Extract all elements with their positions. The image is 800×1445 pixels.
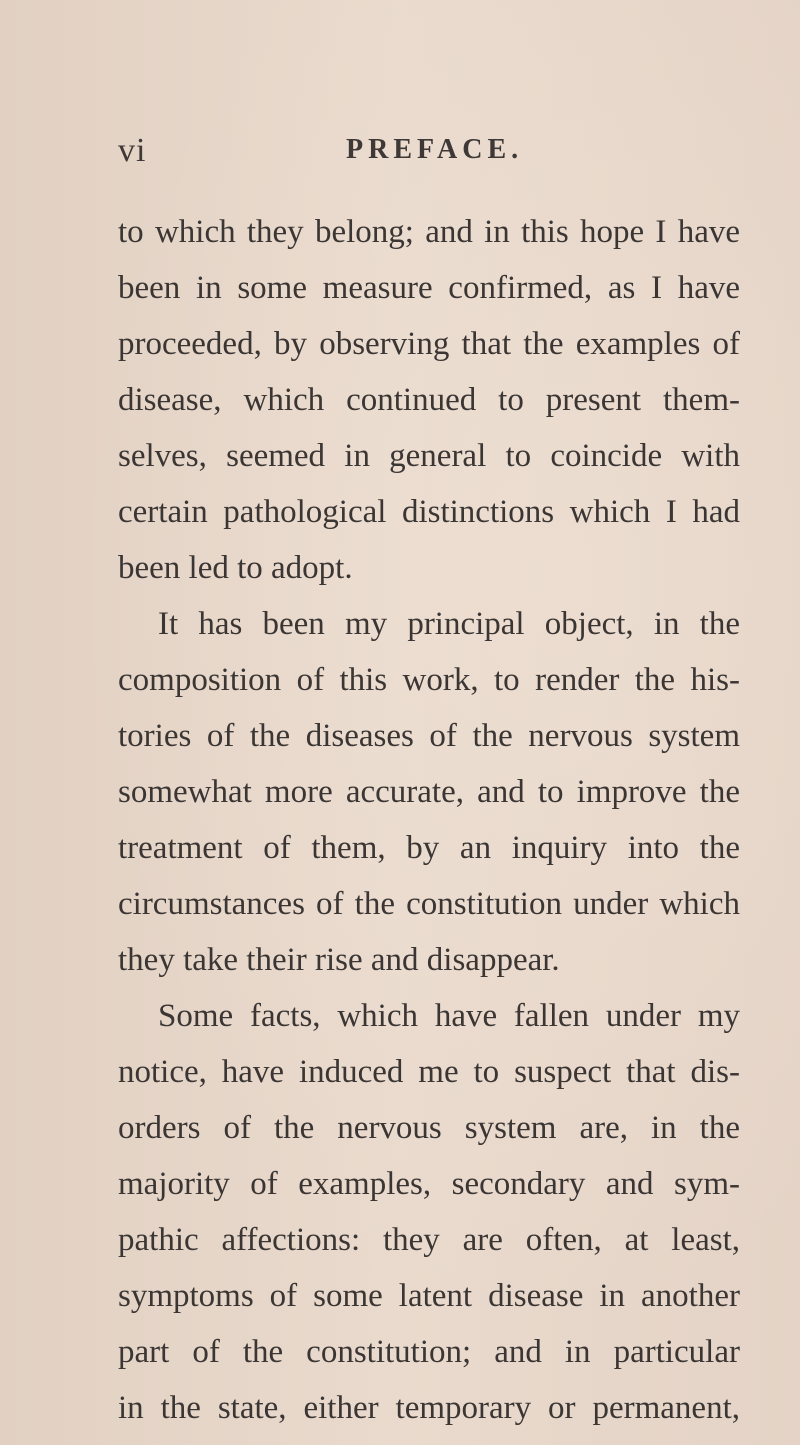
text-line: certain pathological distinctions which I had xyxy=(118,494,740,530)
text-line: treatment of them, by an inquiry into the xyxy=(118,830,740,866)
page-number: vi xyxy=(118,132,147,169)
text-line: somewhat more accurate, and to improve the xyxy=(118,774,740,810)
text-line: selves, seemed in general to coincide with xyxy=(118,438,740,474)
page-header-title: PREFACE. xyxy=(346,134,524,165)
text-line: tories of the diseases of the nervous system xyxy=(118,718,740,754)
text-line: orders of the nervous system are, in the xyxy=(118,1110,740,1146)
text-line: symptoms of some latent disease in another xyxy=(118,1278,740,1314)
paragraph-end-line: been led to adopt. xyxy=(118,550,353,586)
text-line: in the state, either temporary or permanent, xyxy=(118,1390,740,1426)
text-line: majority of examples, secondary and sym- xyxy=(118,1166,740,1202)
text-line: disease, which continued to present them- xyxy=(118,382,740,418)
paragraph-end-line: they take their rise and disappear. xyxy=(118,942,560,978)
text-line: been in some measure confirmed, as I have xyxy=(118,270,740,306)
text-line: proceeded, by observing that the examples of xyxy=(118,326,740,362)
text-line: pathic affections: they are often, at least, xyxy=(118,1222,740,1258)
text-line: to which they belong; and in this hope I have xyxy=(118,214,740,250)
running-head xyxy=(118,132,738,182)
text-line: composition of this work, to render the his- xyxy=(118,662,740,698)
text-line: notice, have induced me to suspect that dis- xyxy=(118,1054,740,1090)
paragraph-start-line: It has been my principal object, in the xyxy=(158,606,740,642)
text-line: part of the constitution; and in particular xyxy=(118,1334,740,1370)
paragraph-start-line: Some facts, which have fallen under my xyxy=(158,998,740,1034)
preface-body-text xyxy=(118,210,740,1442)
text-line: circumstances of the constitution under which xyxy=(118,886,740,922)
